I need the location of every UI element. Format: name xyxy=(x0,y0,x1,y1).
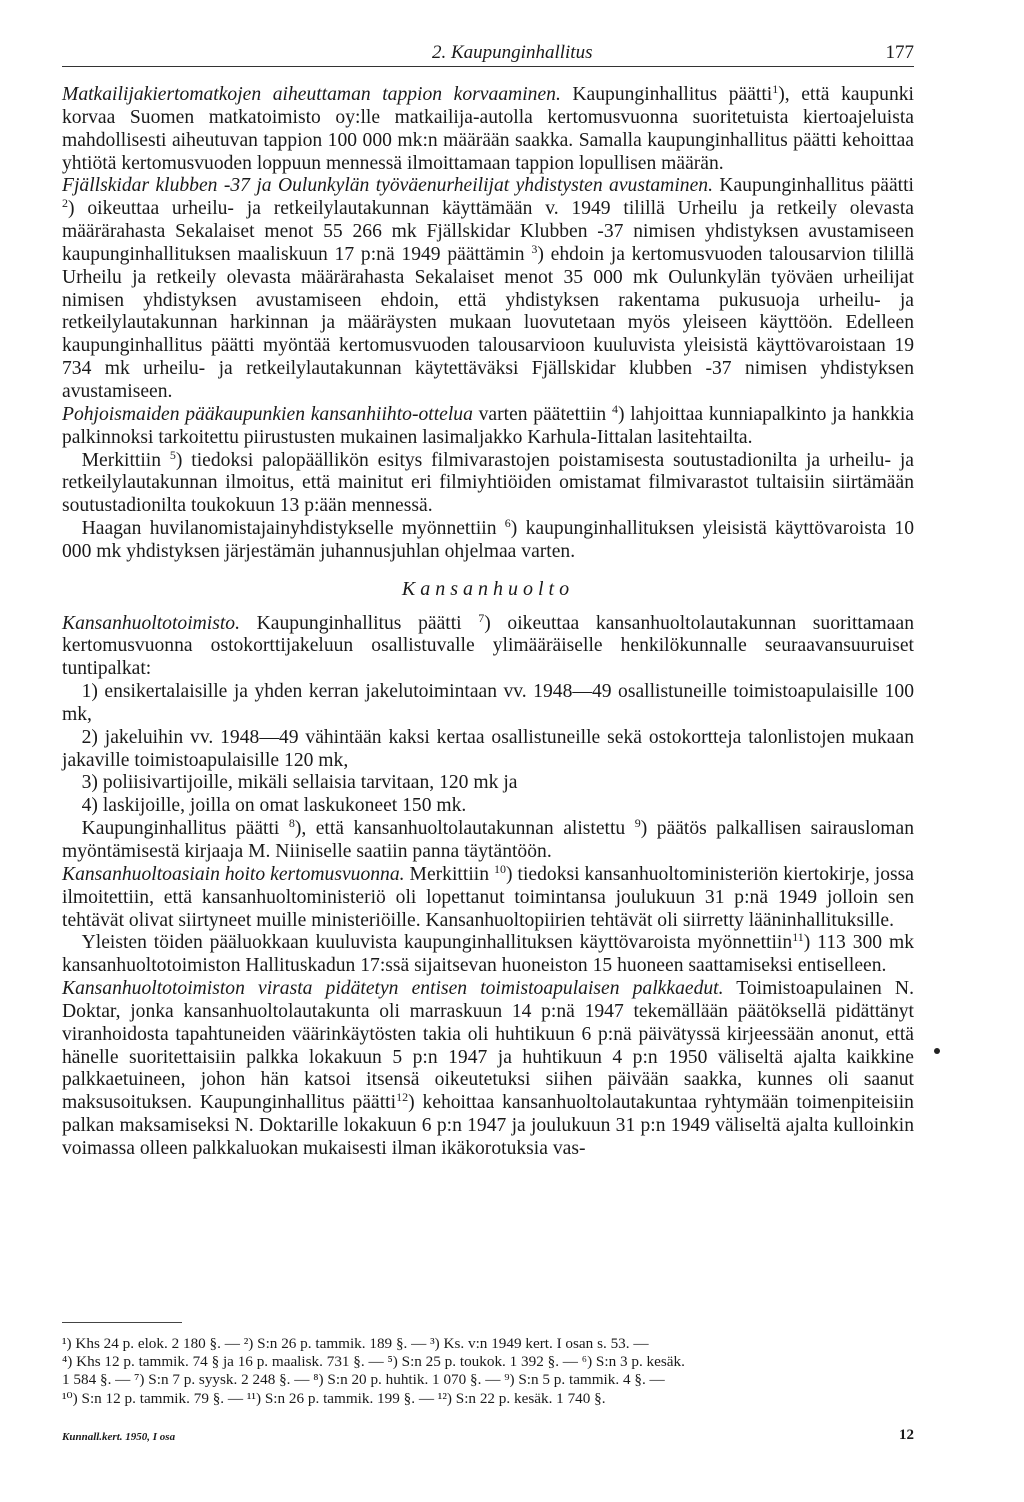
footer-source: Kunnall.kert. 1950, I osa xyxy=(62,1431,176,1443)
footnote-divider xyxy=(62,1322,182,1323)
paragraph-title: Kansanhuoltotoimiston virasta pidätetyn entisen toimistoapulaisen palkkaedut. xyxy=(62,978,724,1000)
paragraph-title: Pohjoismaiden pääkaupunkien kansanhiihto-ottelua xyxy=(62,403,473,425)
paragraph-text: ) lahjoittaa kunniapalkinto ja hankkia palkinnoksi tarkoitettu piirustusten mukainen lasimaljakko Karhula-Iittalan lasitehtailta. xyxy=(62,403,914,448)
paragraph-text: Kaupunginhallitus päätti xyxy=(560,84,773,105)
paragraph xyxy=(62,861,914,933)
paragraph-title: Kansanhuoltoasiain hoito kertomusvuonna. xyxy=(62,863,405,885)
footnote-line: 1 584 §. — ⁷) S:n 7 p. syysk. 2 248 §. — ⁸) S:n 20 p. huhtik. 1 070 §. — ⁹) S:n 5 p. tammik. 4 §. — xyxy=(62,1371,665,1389)
footnote-ref: 9 xyxy=(634,816,641,831)
list-item-text: 2) jakeluihin vv. 1948—49 vähintään kaksi kertaa osallistuneille sekä ostokortteja talonlistojen mukaan jakaville toimistoapulaisille 120 mk, xyxy=(62,726,914,771)
footnote-ref: 6 xyxy=(504,516,511,531)
paragraph-title: Kansanhuoltotoimisto. xyxy=(62,612,240,634)
paragraph-text: ) kehoittaa kansanhuoltolautakuntaa ryhtymään toimenpiteisiin palkan maksamiseksi N. Doktarille lokakuun 6 p:n 1947 ja joulukuun 31 p:n 1949 väliseltä ajalta kulloinkin voimassa olleen palkkaluokan mukaisesti ilman ikäkorotuksia vas- xyxy=(62,1092,914,1159)
paragraph xyxy=(62,610,914,682)
footnote-ref: 10 xyxy=(494,861,506,876)
paragraph xyxy=(62,518,914,564)
paragraph xyxy=(62,447,914,519)
list-item xyxy=(62,727,914,773)
margin-dot-mark xyxy=(934,1048,940,1054)
paragraph xyxy=(62,932,914,978)
footnote-ref: 3 xyxy=(531,241,538,256)
footer-signature: 12 xyxy=(899,1427,914,1443)
paragraph-text: Toimistoapulainen N. Doktar, jonka kansanhuoltolautakunta oli marraskuun 14 p:nä 1947 tekemällään päätöksellä pidättänyt viranhoidosta tapahtuneiden väärinkäytösten takia oli huhtikuun 6 p:nä päivätyssä kirjeessään anonut, että hänelle suoritettaisiin palkka lokakuun 5 p:n 1947 ja huhtikuun 4 p:n 1950 väliseltä ajalta kaikkine palkkaetuineen, johon hän katsoi itsensä oikeutetuksi siihen päivään saakka, kunnes oli saanut maksusoituksen. Kaupunginhallitus päätti xyxy=(62,978,914,1114)
paragraph-text: Kaupunginhallitus päätti xyxy=(712,175,914,197)
running-head: 2. Kaupunginhallitus xyxy=(432,42,593,63)
paragraph xyxy=(62,175,914,403)
paragraph-text: ) oikeuttaa urheilu- ja retkeilylautakunnan käyttämään v. 1949 tilillä Urheilu ja retkeily olevasta määrärahasta Sekalaiset menot 55 266 mk Fjällskidar Klubben -37 nimisen yhdistyksen avustamiseen kaupunginhallituksen maaliskuun 17 p:nä 1949 päättämin xyxy=(62,198,914,265)
paragraph-text: Merkittiin xyxy=(81,449,170,471)
paragraph-text: varten päätettiin xyxy=(472,403,612,425)
footnote-line: ¹) Khs 24 p. elok. 2 180 §. — ²) S:n 26 p. tammik. 189 §. — ³) Ks. v:n 1949 kert. I osan s. 53. — xyxy=(62,1335,649,1352)
paragraph-text: ) 113 300 mk kansanhuoltotoimiston Hallituskadun 17:ssä sijaitsevan huoneiston 15 huoneen saattamiseksi entiselleen. xyxy=(62,932,914,977)
list-item xyxy=(62,795,914,818)
paragraph-text: ), että kaupunki korvaa Suomen matkatoimisto oy:lle matkailija-autolla kertomusvuonna suoritetuista kiertoajeluista mahdollisesti aiheutuvan tappion 100 000 mk:n määrään saakka. Samalla kaupunginhallitus päätti kehoittaa yhtiötä kertomusvuoden loppuun mennessä ilmoittamaan tappion lopullisen määrän. xyxy=(62,84,914,174)
footnote-ref: 11 xyxy=(792,930,804,945)
paragraph-text: ) oikeuttaa kansanhuoltolautakunnan suorittamaan kertomusvuonna ostokorttijakeluun osallistuvalle ylimääräiselle henkilökunnalle seuraavansuuruiset tuntipalkat: xyxy=(62,612,914,680)
page-number: 177 xyxy=(885,42,914,63)
paragraph xyxy=(62,401,914,450)
paragraph-text: Haagan huvilanomistajainyhdistykselle myönnettiin xyxy=(81,518,505,540)
paragraph-text: ), että kansanhuoltolautakunnan alistettu xyxy=(294,818,635,840)
footnotes xyxy=(62,1335,914,1408)
paragraph xyxy=(62,818,914,864)
paragraph-text: ) kaupunginhallituksen yleisistä käyttövaroista 10 000 mk yhdistyksen järjestämän juhannusjuhlan ohjelmaa varten. xyxy=(62,518,914,562)
page-header xyxy=(62,34,914,67)
footnote-line: ¹⁰) S:n 12 p. tammik. 79 §. — ¹¹) S:n 26 p. tammik. 199 §. — ¹²) S:n 22 p. kesäk. 1 740 §. xyxy=(62,1389,606,1407)
paragraph-text: ) ehdoin ja kertomusvuoden talousarvion tilillä Urheilu ja retkeily olevasta määrärahasta Sekalaiset menot 35 000 mk Oulunkylän työväen urheilijat nimisen yhdistyksen avustamiseen ehdoin, että yhdistyksen rakentama pukusuoja urheilu- ja retkeilylautakunnan harkinnan ja määräysten mukaan luovutetaan myös yleiseen käyttöön. Edelleen kaupunginhallitus päätti myöntää kertomusvuoden talousarvioon kuuluvista yleisistä käyttövaroistaan 19 734 mk urheilu- ja retkeilylautakunnan käytettäväksi Fjällskidar klubben -37 nimisen yhdistyksen avustamiseen. xyxy=(62,243,914,402)
footnote-ref: 5 xyxy=(169,447,176,462)
paragraph-title: Matkailijakiertomatkojen aiheuttaman tappion korvaaminen. xyxy=(62,84,561,105)
paragraph-text: Yleisten töiden pääluokkaan kuuluvista kaupunginhallituksen käyttövaroista myönnettiin xyxy=(81,932,793,954)
paragraph-text: ) tiedoksi kansanhuoltoministeriön kiertokirje, jossa ilmoitettiin, että kansanhuoltoministeriö oli lopettanut toimintansa joulukuun 31 p:nä 1949 jolloin sen tehtävät olivat siirtyneet muille ministeriöille. Kansanhuoltopiirien tehtävät oli siirretty lääninhallituksille. xyxy=(62,863,914,931)
section-heading: Kansanhuolto xyxy=(401,577,575,600)
list-item-text: 3) poliisivartijoille, mikäli sellaisia tarvitaan, 120 mk ja xyxy=(81,772,518,794)
list-item-text: 1) ensikertalaisille ja yhden kerran jakelutoimintaan vv. 1948—49 osallistuneille toimistoapulaisille 100 mk, xyxy=(62,681,914,725)
paragraph-text: Kaupunginhallitus päätti xyxy=(81,818,289,840)
page-body xyxy=(62,84,914,1161)
paragraph-text: ) tiedoksi palopäällikön esitys filmivarastojen poistamisesta soutustadionilta ja urheilu- ja retkeilylautakunnan ilmoitus, että mainitut eri filmiyhtiöiden omistamat filmivarastot tultaisiin siirtämään soutustadionilta toukokuun 13 p:ään mennessä. xyxy=(62,449,914,517)
paragraph xyxy=(62,84,914,175)
list-item xyxy=(62,681,914,727)
footnote-ref: 1 xyxy=(772,82,779,96)
footnote-ref: 8 xyxy=(288,816,295,831)
page-footer xyxy=(62,1427,914,1449)
paragraph-text: Merkittiin xyxy=(404,863,494,885)
list-item-text: 4) laskijoille, joilla on omat laskukoneet 150 mk. xyxy=(81,795,467,817)
paragraph xyxy=(62,978,914,1161)
footnote-ref: 4 xyxy=(611,401,618,416)
footnote-ref: 12 xyxy=(396,1090,409,1105)
footnote-ref: 7 xyxy=(478,610,485,625)
list-item xyxy=(62,772,914,795)
paragraph-text: Kaupunginhallitus päätti xyxy=(240,612,479,634)
footnote-ref: 2 xyxy=(62,196,68,211)
footnote-line: ⁴) Khs 12 p. tammik. 74 § ja 16 p. maalisk. 731 §. — ⁵) S:n 25 p. toukok. 1 392 §. — ⁶) S:n 3 p. kesäk. xyxy=(62,1353,685,1371)
paragraph-text: ) päätös palkallisen sairausloman myöntämisestä kirjaaja M. Niiniselle saatiin panna täytäntöön. xyxy=(62,818,914,862)
paragraph-title: Fjällskidar klubben -37 ja Oulunkylän työväenurheilijat yhdistysten avustaminen. xyxy=(62,175,713,197)
